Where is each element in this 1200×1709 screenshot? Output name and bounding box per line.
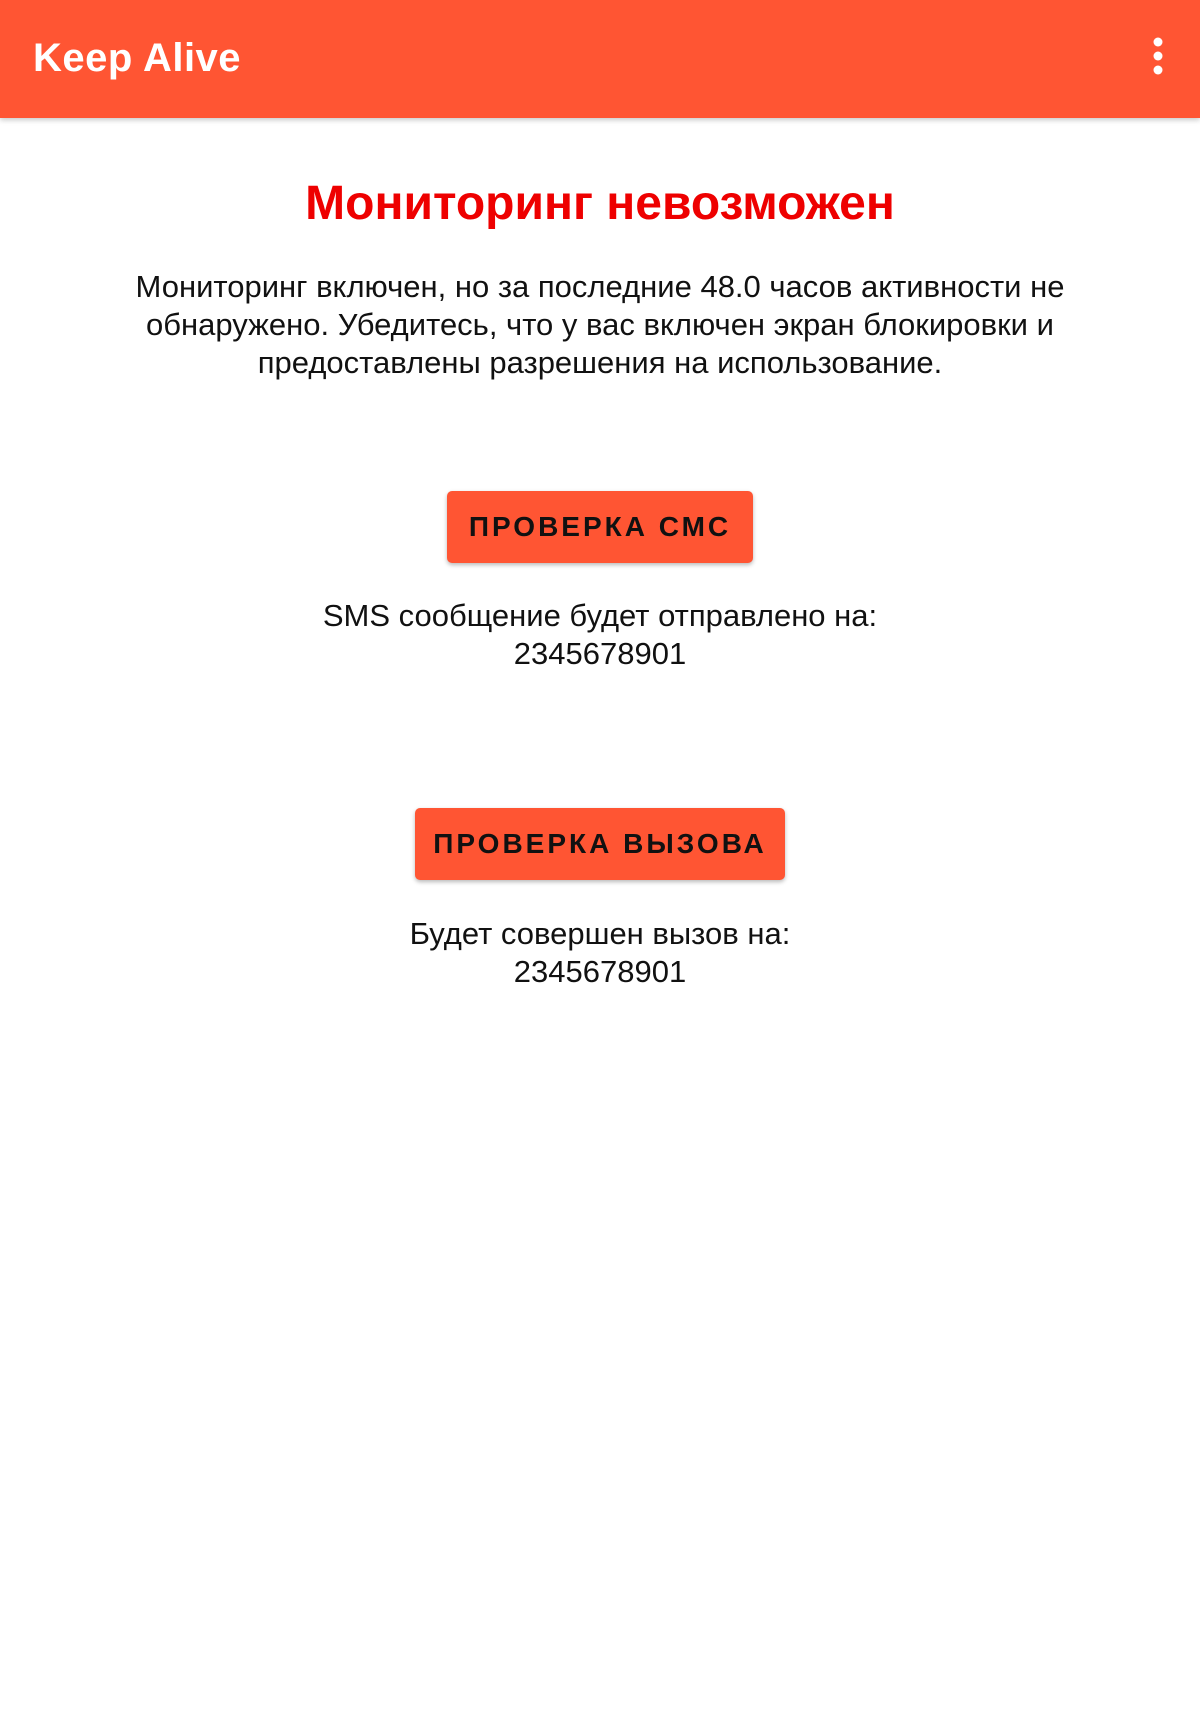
app-bar [0, 0, 1200, 118]
status-description: Мониторинг включен, но за последние 48.0 часов активности не обнаружено. Убедитесь, что у вас включен экран блокировки и предоставлены разрешения на использование. [135, 269, 1065, 380]
overflow-menu-button[interactable] [1138, 28, 1178, 84]
test-sms-button[interactable]: ПРОВЕРКА СМС [447, 491, 753, 563]
app-title: Keep Alive [33, 36, 242, 80]
test-call-button[interactable]: ПРОВЕРКА ВЫЗОВА [415, 808, 785, 880]
status-title: Мониторинг невозможен [305, 177, 895, 230]
call-recipient-label: Будет совершен вызов на: [409, 916, 791, 951]
more-vert-icon [1138, 28, 1178, 84]
sms-recipient-info [0, 597, 1200, 673]
sms-recipient-number: 2345678901 [513, 636, 687, 671]
sms-recipient-label: SMS сообщение будет отправлено на: [322, 598, 878, 633]
call-recipient-info [0, 915, 1200, 991]
call-recipient-number: 2345678901 [513, 954, 687, 989]
